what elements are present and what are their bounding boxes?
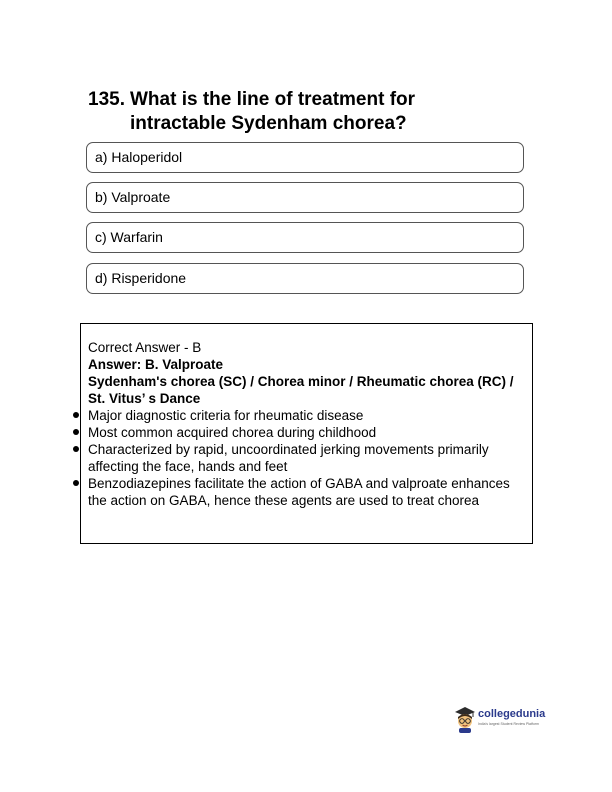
logo-brand-text: collegedunia [478, 708, 546, 720]
answer-explanation [88, 339, 528, 509]
question-line-2: intractable Sydenham chorea? [130, 113, 407, 134]
bullet-icon [73, 429, 79, 435]
question-line-1: What is the line of treatment for [130, 89, 416, 110]
bullet-text: Most common acquired chorea during childhood [88, 425, 377, 440]
bullet-text: Benzodiazepines facilitate the action of GABA and valproate enhances the action on GABA, hence these agents are used to treat chorea [88, 476, 510, 508]
correct-answer-line: Correct Answer - B [88, 340, 202, 355]
collegedunia-logo [453, 705, 563, 737]
bullet-text: Characterized by rapid, uncoordinated jerking movements primarily affecting the face, hands and feet [88, 442, 489, 474]
explanation-heading: Sydenham's chorea (SC) / Chorea minor / Rheumatic chorea (RC) / St. Vitus’ s Dance [88, 374, 514, 406]
option-a[interactable]: a) Haloperidol [86, 142, 524, 173]
bullet-icon [73, 446, 79, 452]
bullet-item [88, 441, 528, 475]
question-title [88, 88, 415, 136]
bullet-item [88, 475, 528, 509]
bullet-icon [73, 480, 79, 486]
logo-tagline: India's largest Student Review Platform [478, 722, 539, 726]
graduate-mascot-icon [453, 705, 477, 733]
question-number: 135. [88, 89, 125, 110]
option-b[interactable]: b) Valproate [86, 182, 524, 213]
answer-line: Answer: B. Valproate [88, 357, 224, 372]
bullet-icon [73, 412, 79, 418]
bullet-item [88, 407, 528, 424]
bullet-text: Major diagnostic criteria for rheumatic disease [88, 408, 364, 423]
explanation-bullets [88, 407, 528, 509]
option-d[interactable]: d) Risperidone [86, 263, 524, 294]
bullet-item [88, 424, 528, 441]
option-c[interactable]: c) Warfarin [86, 222, 524, 253]
